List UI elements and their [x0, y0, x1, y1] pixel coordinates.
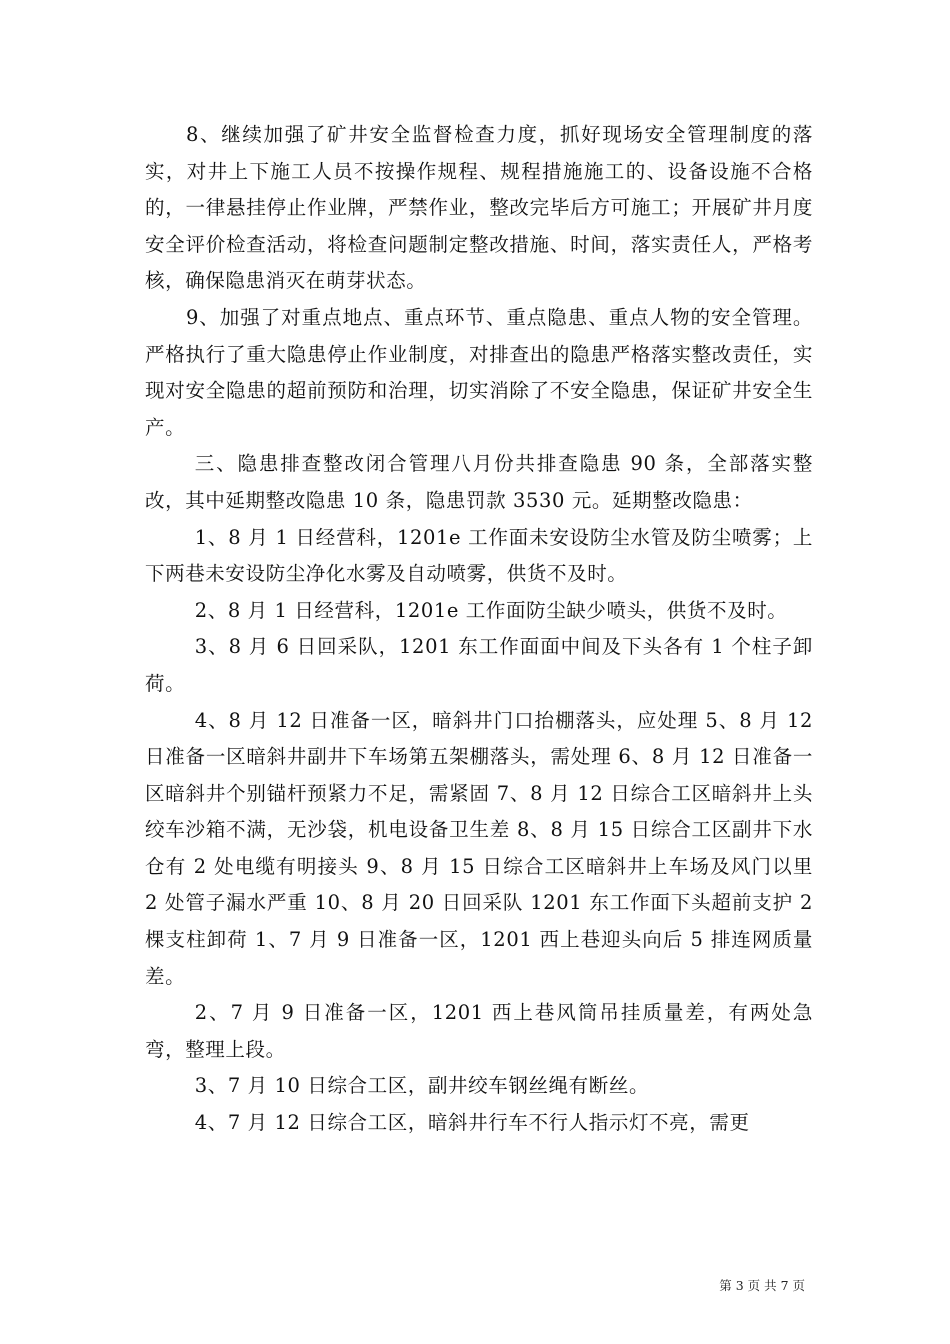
paragraph-hazard-2: 2、8 月 1 日经营科，1201e 工作面防尘缺少喷头，供货不及时。 — [194, 598, 788, 622]
paragraph-july-hazard-2: 2、7 月 9 日准备一区，1201 西上巷风筒吊挂质量差，有两处急弯，整理上段。 — [145, 1001, 813, 1061]
paragraph-item-9: 9、加强了对重点地点、重点环节、重点隐患、重点人物的安全管理。严格执行了重大隐患停止作业制度，对排查出的隐患严格落实整改责任，实现对安全隐患的超前预防和治理，切实消除了不安全隐患，保证矿井安全生产。 — [145, 305, 813, 439]
page-number-footer: 第 3 页 共 7 页 — [719, 1278, 805, 1293]
document-body — [145, 117, 813, 1142]
paragraph-july-hazard-3: 3、7 月 10 日综合工区，副井绞车钢丝绳有断丝。 — [194, 1074, 650, 1098]
paragraph-hazard-3: 3、8 月 6 日回采队，1201 东工作面面中间及下头各有 1 个柱子卸荷。 — [145, 635, 813, 695]
paragraph-hazard-4: 4、8 月 12 日准备一区，暗斜井门口抬棚落头，应处理 5、8 月 12 日准备一区暗斜井副井下车场第五架棚落头，需处理 6、8 月 12 日准备一区暗斜井个别锚杆预紧力不足，需紧固 7、8 月 12 日综合工区暗斜井上头绞车沙箱不满，无沙袋，机电设备卫生差 8、8 月 15 日综合工区副井下水仓有 2 处电缆有明接头 9、8 月 15 日综合工区暗斜井上车场及风门以里 2 处管子漏水严重 10、8 月 20 日回采队 1201 东工作面下头超前支护 2 棵支柱卸荷 1、7 月 9 日准备一区，1201 西上巷迎头向后 5 排连网质量差。 — [145, 708, 813, 988]
paragraph-item-8: 8、继续加强了矿井安全监督检查力度，抓好现场安全管理制度的落实，对井上下施工人员不按操作规程、规程措施施工的、设备设施不合格的，一律悬挂停止作业牌，严禁作业，整改完毕后方可施工；开展矿井月度安全评价检查活动，将检查问题制定整改措施、时间，落实责任人，严格考核，确保隐患消灭在萌芽状态。 — [145, 123, 813, 293]
paragraph-hazard-1: 1、8 月 1 日经营科，1201e 工作面未安设防尘水管及防尘喷雾；上下两巷未安设防尘净化水雾及自动喷雾，供货不及时。 — [145, 525, 813, 586]
paragraph-july-hazard-4: 4、7 月 12 日综合工区，暗斜井行车不行人指示灯不亮，需更 — [194, 1111, 750, 1135]
paragraph-section-3: 三、隐患排查整改闭合管理八月份共排查隐患 90 条，全部落实整改，其中延期整改隐患 10 条，隐患罚款 3530 元。延期整改隐患： — [145, 452, 813, 512]
